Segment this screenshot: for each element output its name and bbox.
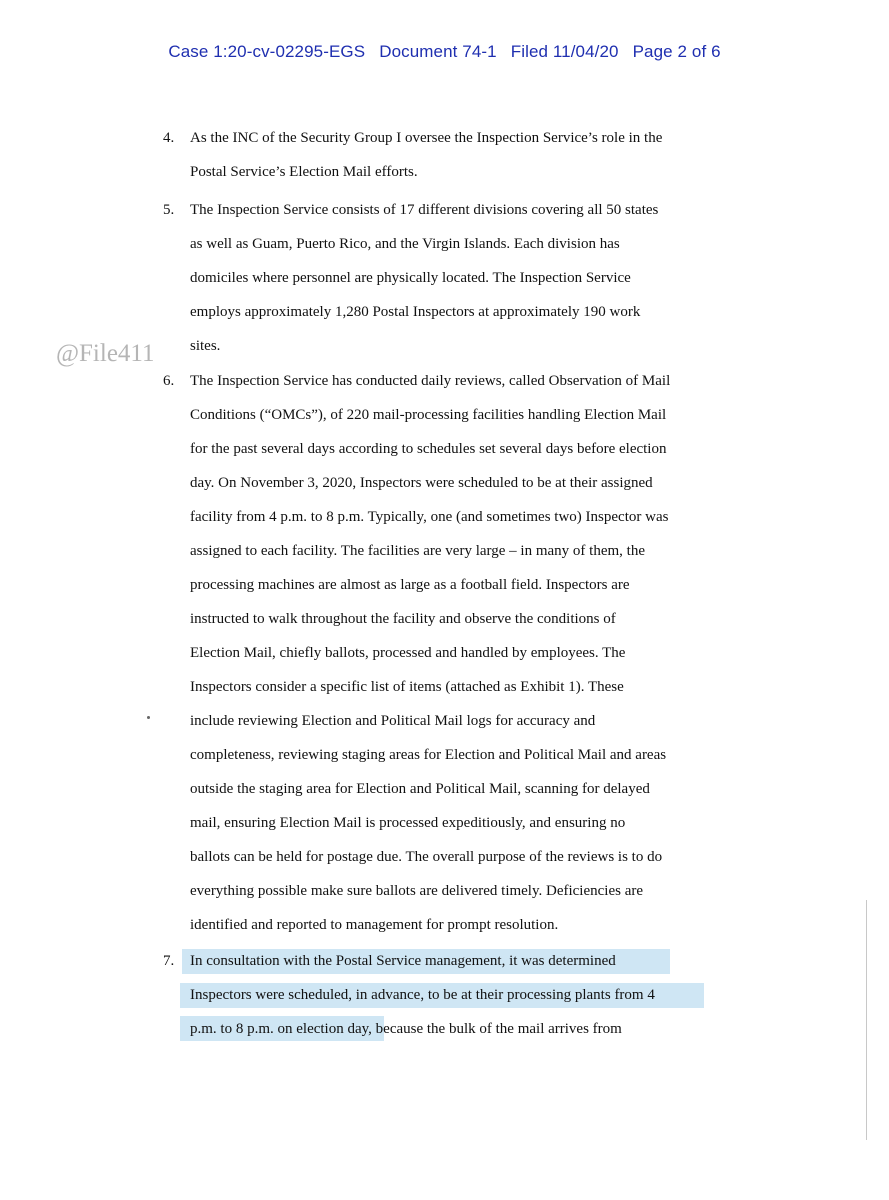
paragraph-line: ballots can be held for postage due. The overall purpose of the reviews is to do (190, 849, 663, 865)
paragraph-line: employs approximately 1,280 Postal Inspectors at approximately 190 work (190, 304, 641, 320)
paragraph-line: The Inspection Service consists of 17 different divisions covering all 50 states (190, 202, 659, 218)
paragraph-line: Conditions (“OMCs”), of 220 mail-processing facilities handling Election Mail (190, 407, 667, 423)
paragraph-line: facility from 4 p.m. to 8 p.m. Typically, one (and sometimes two) Inspector was (190, 509, 669, 525)
paragraph-line: sites. (190, 338, 221, 354)
paragraph-line: as well as Guam, Puerto Rico, and the Virgin Islands. Each division has (190, 236, 620, 252)
paragraph-number: 5. (163, 202, 175, 218)
ecf-filing-header (0, 42, 889, 62)
highlighted-text: p.m. to 8 p.m. on election day, (190, 1021, 372, 1037)
paragraph-line: assigned to each facility. The facilities are very large – in many of them, the (190, 543, 645, 559)
paragraph-line: Election Mail, chiefly ballots, processed and handled by employees. The (190, 645, 626, 661)
page-edge (866, 900, 867, 1140)
paragraph-line: everything possible make sure ballots are delivered timely. Deficiencies are (190, 883, 644, 899)
page-indicator: Page 2 of 6 (632, 42, 721, 61)
paragraph-line: identified and reported to management for prompt resolution. (190, 917, 559, 933)
paragraph-line: outside the staging area for Election and Political Mail, scanning for delayed (190, 781, 650, 797)
paragraph-line: day. On November 3, 2020, Inspectors were scheduled to be at their assigned (190, 475, 653, 491)
paragraph-line: As the INC of the Security Group I oversee the Inspection Service’s role in the (190, 130, 663, 146)
paragraph-line: processing machines are almost as large as a football field. Inspectors are (190, 577, 630, 593)
scan-artifact (147, 716, 150, 719)
document-number: Document 74-1 (379, 42, 497, 61)
paragraph-line-continuation: because the bulk of the mail arrives from (371, 1021, 622, 1037)
paragraph-line: completeness, reviewing staging areas for Election and Political Mail and areas (190, 747, 667, 763)
paragraph-line: Inspectors were scheduled, in advance, to be at their processing plants from 4 (190, 987, 655, 1003)
paragraph-line: include reviewing Election and Political Mail logs for accuracy and (190, 713, 596, 729)
paragraph-line: Inspectors consider a specific list of items (attached as Exhibit 1). These (190, 679, 624, 695)
paragraph-line: instructed to walk throughout the facility and observe the conditions of (190, 611, 616, 627)
paragraph-line: Postal Service’s Election Mail efforts. (190, 164, 418, 180)
paragraph-number: 7. (163, 953, 175, 969)
paragraph-number: 4. (163, 130, 175, 146)
paragraph-line: In consultation with the Postal Service management, it was determined (190, 953, 616, 969)
filed-date: Filed 11/04/20 (510, 42, 619, 61)
paragraph-line: domiciles where personnel are physically located. The Inspection Service (190, 270, 631, 286)
paragraph-line: for the past several days according to schedules set several days before election (190, 441, 667, 457)
paragraph-number: 6. (163, 373, 175, 389)
watermark: @File411 (56, 340, 155, 367)
paragraph-line: The Inspection Service has conducted daily reviews, called Observation of Mail (190, 373, 671, 389)
paragraph-line (190, 1012, 622, 1046)
paragraph-line: mail, ensuring Election Mail is processed expeditiously, and ensuring no (190, 815, 626, 831)
case-number: Case 1:20-cv-02295-EGS (168, 42, 366, 61)
